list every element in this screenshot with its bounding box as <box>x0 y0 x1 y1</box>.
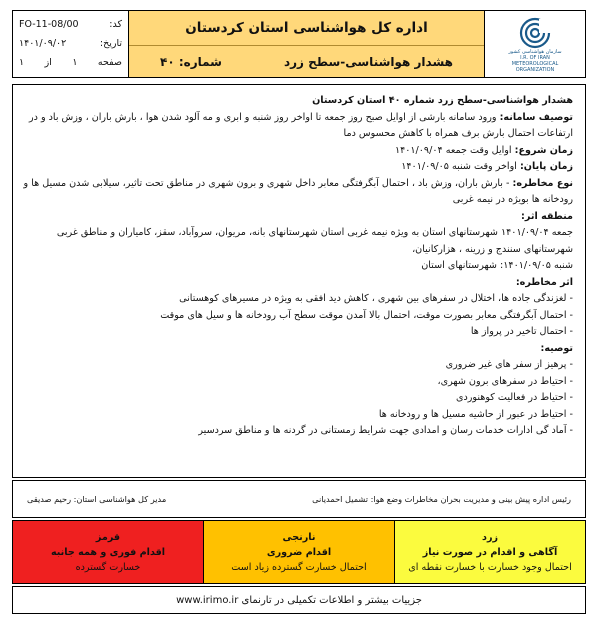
meta-page-total: ۱ <box>19 57 25 68</box>
forecast-head-signature: رئیس اداره پیش بینی و مدیریت بحران مخاطرات وضع هوا: تشمیل احمدیانی <box>312 494 571 504</box>
system-description-text: ورود سامانه بارشی از اوایل صبح روز جمعه تا اواخر روز شنبه و ابری و مه آلود شدن هوا ، بارش باران ، وزش باد و در ارتفاعات احتمال بارش برف همراه با کاهش محسوس دما <box>28 111 573 139</box>
hazard-effects-label: اثر مخاطره: <box>515 276 573 288</box>
legend-red-note: خسارت گسترده <box>75 561 141 573</box>
body-heading: هشدار هواشناسی-سطح زرد شماره ۴۰ استان کردستان <box>312 95 573 106</box>
legend-red-title: قرمز <box>95 531 121 543</box>
affected-area-text-1: جمعه ۱۴۰۱/۰۹/۰۴ شهرستانهای استان به ویژه نیمه غربی استان شهرستانهای بانه، مریوان، سروآباد، سقز، کامیاران و مناطق غربی شهرستانهای سنندج و زرینه ، هزارکانیان، <box>56 227 573 255</box>
hazard-effect-item: - لغزندگی جاده ها، اختلال در سفرهای بین شهری ، کاهش دید افقی به ویژه در مسیرهای کوهستانی <box>179 293 573 304</box>
warning-number-label: شماره: <box>178 54 222 69</box>
advice-item: - احتیاط در سفرهای برون شهری، <box>437 375 573 387</box>
meta-page-of: از <box>44 57 52 68</box>
warning-number <box>160 55 222 69</box>
document-meta <box>13 11 129 77</box>
warning-title-row <box>129 46 484 77</box>
affected-area-label: منطقه اثر: <box>521 210 573 222</box>
legend-yellow-title: زرد <box>482 531 498 543</box>
hazard-effect-item: - احتمال آبگرفتگی معابر بصورت موقت، احتمال بالا آمدن موقت سطح آب رودخانه ها و سیل های موقت <box>160 309 573 321</box>
organization-title: اداره کل هواشناسی استان کردستان <box>129 11 484 46</box>
footer-text: جزییات بیشتر و اطلاعات تکمیلی در تارنمای <box>241 594 422 606</box>
meta-page-label: صفحه <box>97 57 122 68</box>
start-time-label: زمان شروع: <box>514 144 573 156</box>
logo-line-2: METEOROLOGICAL <box>511 61 559 67</box>
start-time <box>23 143 573 160</box>
warning-title: هشدار هواشناسی-سطح زرد <box>283 54 454 69</box>
hazard-type-label: نوع مخاطره: <box>512 177 573 189</box>
end-time <box>23 159 573 176</box>
hazard-type <box>23 176 573 209</box>
warning-number-value: ۴۰ <box>160 54 175 69</box>
advice-label: توصیه: <box>540 342 573 354</box>
warning-level-legend <box>12 520 586 584</box>
organization-logo <box>484 11 585 77</box>
meta-code-label: کد: <box>109 19 122 30</box>
start-time-text: اوایل وقت جمعه ۱۴۰۱/۰۹/۰۴ <box>394 144 512 156</box>
legend-orange-desc: اقدام ضروری <box>266 546 332 558</box>
legend-yellow-note: احتمال وجود خسارت با خسارت نقطه ای <box>408 561 572 573</box>
director-signature: مدیر کل هواشناسی استان: رحیم صدیقی <box>27 494 167 504</box>
affected-area-text-2: شنبه ۱۴۰۱/۰۹/۰۵: شهرستانهای استان <box>421 260 573 271</box>
system-description <box>23 110 573 143</box>
legend-orange-title: نارنجی <box>282 531 316 543</box>
meta-date-row <box>19 34 122 53</box>
website-link[interactable]: www.irimo.ir <box>176 594 239 606</box>
advice-item: - احتیاط در فعالیت کوهنوردی <box>456 392 573 403</box>
legend-orange <box>204 521 395 583</box>
advice-item: - آماد گی ادارات خدمات رسان و امدادی جهت شرایط زمستانی در گردنه ها و مناطق سردسیر <box>198 425 573 436</box>
document-header <box>12 10 586 78</box>
meta-page-current: ۱ <box>72 57 78 68</box>
logo-line-1: I.R. OF IRAN <box>520 55 550 61</box>
hazard-type-text: - بارش باران، وزش باد ، احتمال آبگرفتگی معابر داخل شهری و برون شهری در مناطق تحت تاثیر، سیلابی شدن مسیل ها و رودخانه ها بویژه در نیمه غربی <box>23 177 573 205</box>
advice-item: - احتیاط در عبور از حاشیه مسیل ها و رودخانه ها <box>378 408 573 420</box>
meta-code-value: FO-11-08/00 <box>19 19 79 30</box>
logo-persian-text: سازمان هواشناسی کشور <box>508 49 562 55</box>
legend-yellow-desc: آگاهی و اقدام در صورت نیاز <box>422 546 558 558</box>
legend-red-desc: اقدام فوری و همه جانبه <box>50 546 166 558</box>
legend-yellow <box>395 521 585 583</box>
meta-date-label: تاریخ: <box>99 38 122 49</box>
meta-date-value: ۱۴۰۱/۰۹/۰۲ <box>19 38 67 49</box>
header-title-area <box>129 11 484 77</box>
end-time-label: زمان پایان: <box>519 161 573 172</box>
meta-code-row <box>19 15 122 34</box>
warning-body <box>12 84 586 478</box>
logo-line-3: ORGANIZATION <box>515 67 555 73</box>
hazard-effect-item: - احتمال تاخیر در پرواز ها <box>470 326 573 337</box>
end-time-text: اواخر وقت شنبه ۱۴۰۱/۰۹/۰۵ <box>401 161 517 172</box>
legend-red <box>13 521 204 583</box>
advice-item: - پرهیز از سفر های غیر ضروری <box>445 359 573 370</box>
meta-page-row <box>19 53 122 72</box>
system-description-label: توصیف سامانه: <box>499 111 573 123</box>
legend-orange-note: احتمال خسارت گسترده زیاد است <box>231 561 367 573</box>
document-footer <box>12 586 586 614</box>
signatures-row <box>12 480 586 518</box>
meteorological-organization-logo-icon <box>515 17 555 49</box>
